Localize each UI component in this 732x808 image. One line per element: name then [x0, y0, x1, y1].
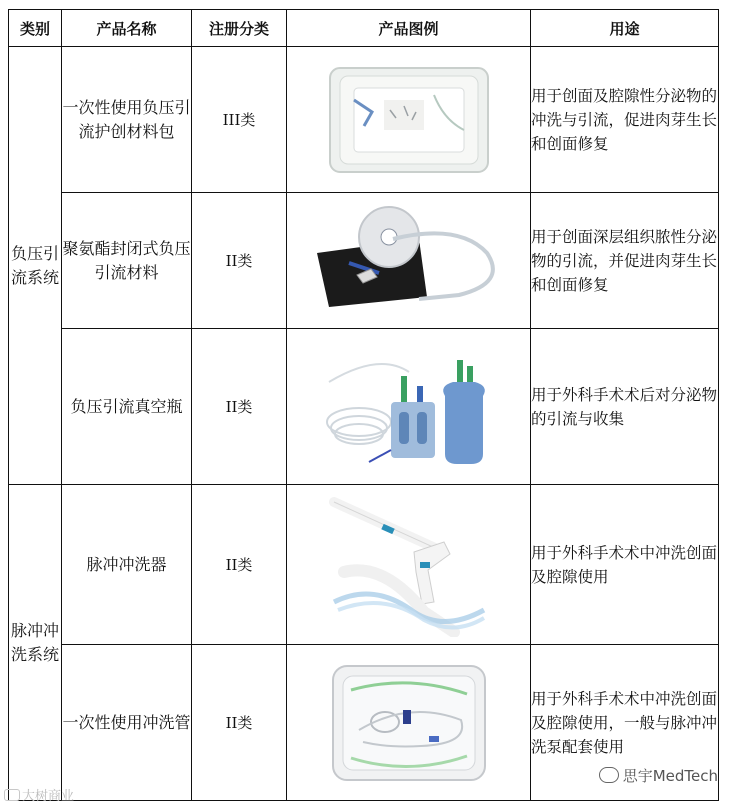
header-row [9, 10, 719, 47]
category-cell: 脉冲冲洗系统 [9, 485, 62, 801]
drainage-dressing-kit-image [324, 60, 494, 180]
product-use: 用于创面及腔隙性分泌物的冲洗与引流，促进肉芽生长和创面修复 [531, 47, 719, 193]
product-name: 一次性使用冲洗管 [62, 645, 192, 801]
product-use: 用于外科手术术后对分泌物的引流与收集 [531, 329, 719, 485]
watermark-right [599, 765, 718, 786]
product-name: 聚氨酯封闭式负压引流材料 [62, 193, 192, 329]
header-class: 注册分类 [192, 10, 287, 47]
watermark-left [4, 785, 74, 804]
product-image-cell [287, 645, 531, 801]
registration-class: III类 [192, 47, 287, 193]
product-use: 用于外科手术术中冲洗创面及腔隙使用，一般与脉冲冲洗泵配套使用 [531, 645, 719, 801]
registration-class: II类 [192, 485, 287, 645]
product-table [8, 9, 719, 801]
registration-class: II类 [192, 193, 287, 329]
vacuum-bottle-image [319, 342, 499, 472]
header-name: 产品名称 [62, 10, 192, 47]
table-row [9, 485, 719, 645]
polyurethane-foam-dressing-image [309, 203, 509, 318]
camera-icon [4, 789, 20, 801]
table-row [9, 329, 719, 485]
category-cell: 负压引流系统 [9, 47, 62, 485]
product-use: 用于外科手术术中冲洗创面及腔隙使用 [531, 485, 719, 645]
watermark-left-text: 大树商业 [22, 789, 75, 804]
product-image-cell [287, 329, 531, 485]
header-category: 类别 [9, 10, 62, 47]
product-image-cell [287, 485, 531, 645]
product-name: 负压引流真空瓶 [62, 329, 192, 485]
product-image-cell [287, 47, 531, 193]
registration-class: II类 [192, 329, 287, 485]
pulse-irrigator-image [324, 492, 494, 637]
table-row [9, 193, 719, 329]
product-use: 用于创面深层组织脓性分泌物的引流，并促进肉芽生长和创面修复 [531, 193, 719, 329]
wechat-icon [599, 767, 619, 783]
watermark-right-text: 思宇MedTech [622, 767, 718, 785]
product-image-cell [287, 193, 531, 329]
header-use: 用途 [531, 10, 719, 47]
product-name: 脉冲冲洗器 [62, 485, 192, 645]
product-name: 一次性使用负压引流护创材料包 [62, 47, 192, 193]
header-image: 产品图例 [287, 10, 531, 47]
registration-class: II类 [192, 645, 287, 801]
table-row [9, 47, 719, 193]
irrigation-tube-image [329, 660, 489, 785]
